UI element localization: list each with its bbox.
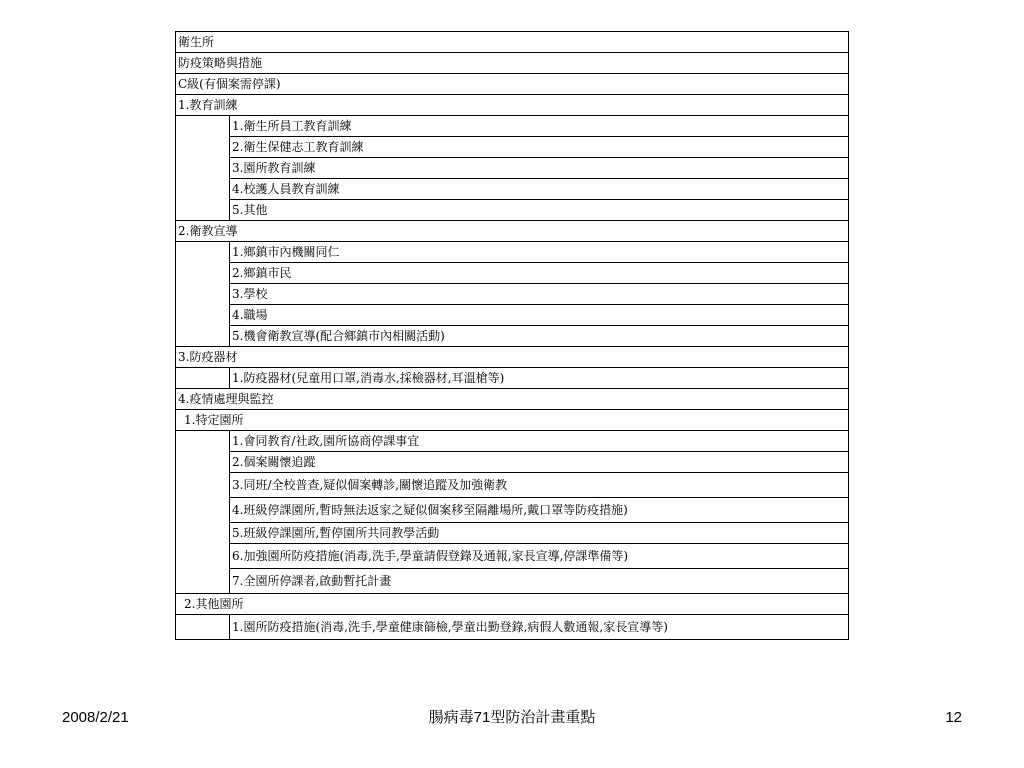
table-row	[176, 347, 849, 368]
subsection-heading-cell: 1.特定園所	[176, 410, 849, 431]
table-row	[176, 221, 849, 242]
indent-cell	[176, 431, 230, 594]
table-row	[176, 179, 849, 200]
table-row	[176, 594, 849, 615]
sub-item-cell: 1.園所防疫措施(消毒,洗手,學童健康篩檢,學童出勤登錄,病假人數通報,家長宣導等)	[230, 615, 849, 640]
table-row	[176, 389, 849, 410]
sub-item-cell: 1.鄉鎮市內機關同仁	[230, 242, 849, 263]
indent-cell	[176, 116, 230, 221]
sub-item-cell: 3.學校	[230, 284, 849, 305]
sub-item-cell: 2.個案關懷追蹤	[230, 452, 849, 473]
sub-item-cell: 1.防疫器材(兒童用口罩,消毒水,採檢器材,耳溫槍等)	[230, 368, 849, 389]
section-heading-cell: 4.疫情處理與監控	[176, 389, 849, 410]
sub-item-cell: 4.職場	[230, 305, 849, 326]
table-row	[176, 452, 849, 473]
table-row	[176, 523, 849, 544]
table-row	[176, 410, 849, 431]
sub-item-cell: 1.衛生所員工教育訓練	[230, 116, 849, 137]
section-heading-cell: 衛生所	[176, 32, 849, 53]
sub-item-cell: 3.同班/全校普查,疑似個案轉診,關懷追蹤及加強衛教	[230, 473, 849, 498]
sub-item-cell: 3.園所教育訓練	[230, 158, 849, 179]
sub-item-cell: 5.其他	[230, 200, 849, 221]
section-heading-cell: C級(有個案需停課)	[176, 74, 849, 95]
sub-item-cell: 5.班級停課園所,暫停園所共同教學活動	[230, 523, 849, 544]
table-row	[176, 74, 849, 95]
sub-item-cell: 4.校護人員教育訓練	[230, 179, 849, 200]
section-heading-cell: 3.防疫器材	[176, 347, 849, 368]
sub-item-cell: 7.全園所停課者,啟動暫托計畫	[230, 569, 849, 594]
table-row	[176, 32, 849, 53]
table-row	[176, 158, 849, 179]
subsection-heading-cell: 2.其他園所	[176, 594, 849, 615]
section-heading-cell: 1.教育訓練	[176, 95, 849, 116]
table-row	[176, 200, 849, 221]
table-row	[176, 305, 849, 326]
sub-item-cell: 1.會同教育/社政,園所協商停課事宜	[230, 431, 849, 452]
table-row	[176, 284, 849, 305]
indent-cell	[176, 615, 230, 640]
table-row	[176, 263, 849, 284]
table-row	[176, 473, 849, 498]
strategy-table	[175, 31, 849, 640]
section-heading-cell: 防疫策略與措施	[176, 53, 849, 74]
table-row	[176, 615, 849, 640]
sub-item-cell: 2.衛生保健志工教育訓練	[230, 137, 849, 158]
table-row	[176, 431, 849, 452]
sub-item-cell: 2.鄉鎮市民	[230, 263, 849, 284]
sub-item-cell: 5.機會衛教宣導(配合鄉鎮市內相關活動)	[230, 326, 849, 347]
table-row	[176, 498, 849, 523]
table-row	[176, 368, 849, 389]
sub-item-cell: 6.加強園所防疫措施(消毒,洗手,學童請假登錄及通報,家長宣導,停課準備等)	[230, 544, 849, 569]
table-row	[176, 242, 849, 263]
footer-date: 2008/2/21	[62, 709, 129, 726]
sub-item-cell: 4.班級停課園所,暫時無法返家之疑似個案移至隔離場所,戴口罩等防疫措施)	[230, 498, 849, 523]
table-row	[176, 137, 849, 158]
strategy-table-body	[176, 32, 849, 640]
table-row	[176, 53, 849, 74]
table-row	[176, 544, 849, 569]
section-heading-cell: 2.衛教宣導	[176, 221, 849, 242]
footer-page-number: 12	[945, 709, 962, 726]
table-row	[176, 569, 849, 594]
table-row	[176, 326, 849, 347]
table-row	[176, 95, 849, 116]
footer-title: 腸病毒71型防治計畫重點	[428, 709, 596, 726]
indent-cell	[176, 242, 230, 347]
table-row	[176, 116, 849, 137]
indent-cell	[176, 368, 230, 389]
